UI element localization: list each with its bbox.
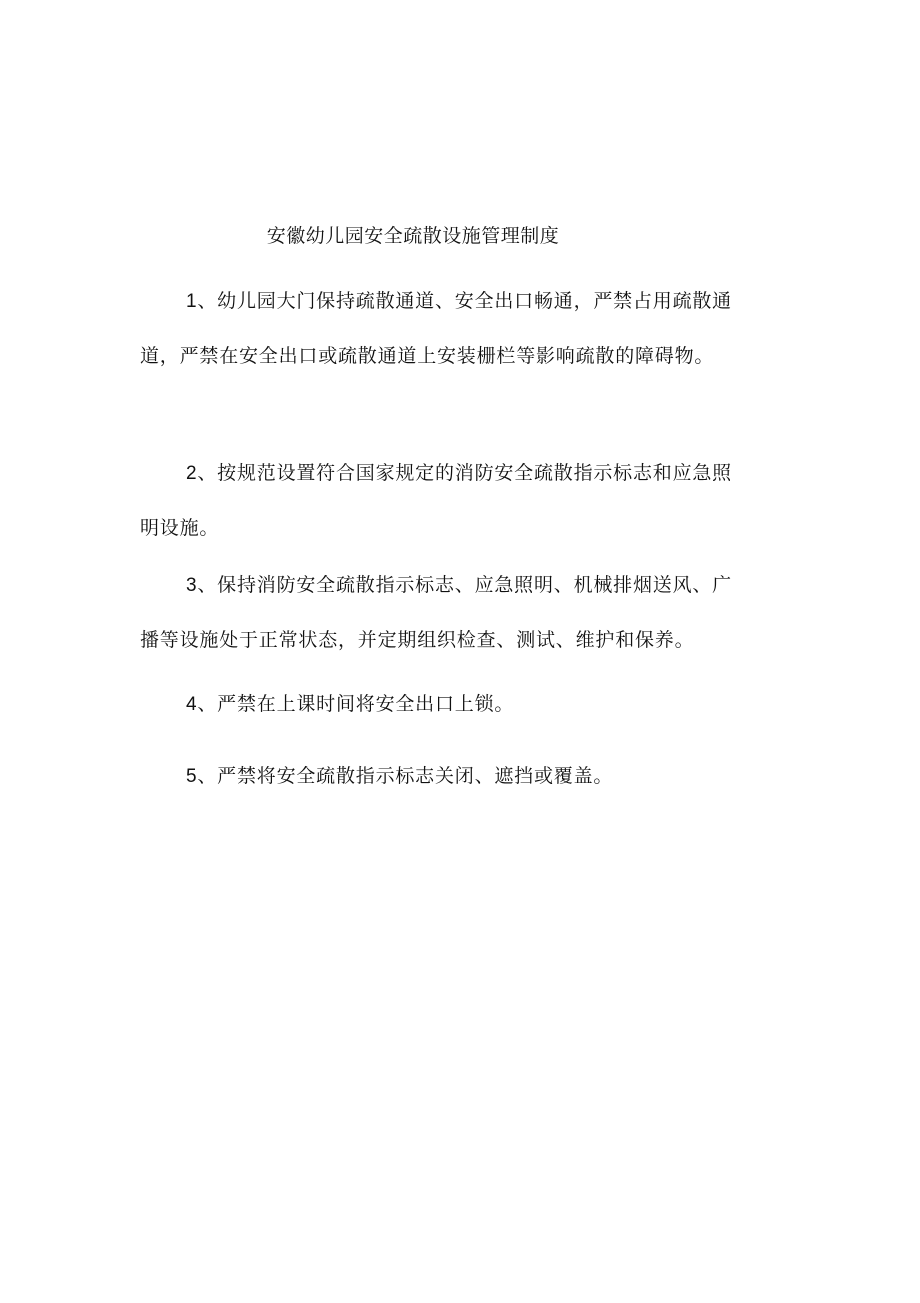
clause-text: 、严禁将安全疏散指示标志关闭、遮挡或覆盖。 [197,765,614,787]
clause-number: 2 [186,463,198,484]
clause-number: 4 [186,694,198,715]
document-title: 安徽幼儿园安全疏散设施管理制度 [266,225,560,247]
clause-number: 3 [186,575,198,596]
clause-number: 1 [186,291,198,312]
clause-item [140,446,740,556]
clause-text: 、按规范设置符合国家规定的消防安全疏散指示标志和应急照明设施。 [140,462,732,539]
clause-item [140,558,740,668]
clause-number: 5 [186,766,198,787]
clause-text: 、保持消防安全疏散指示标志、应急照明、机械排烟送风、广播等设施处于正常状态，并定期组织检查、测试、维护和保养。 [140,574,732,651]
clause-item [140,274,740,384]
clause-text: 、幼儿园大门保持疏散通道、安全出口畅通，严禁占用疏散通道，严禁在安全出口或疏散通道上安装栅栏等影响疏散的障碍物。 [140,290,732,367]
clause-item [140,677,740,732]
clause-item [140,749,740,804]
clause-text: 、严禁在上课时间将安全出口上锁。 [197,693,515,715]
